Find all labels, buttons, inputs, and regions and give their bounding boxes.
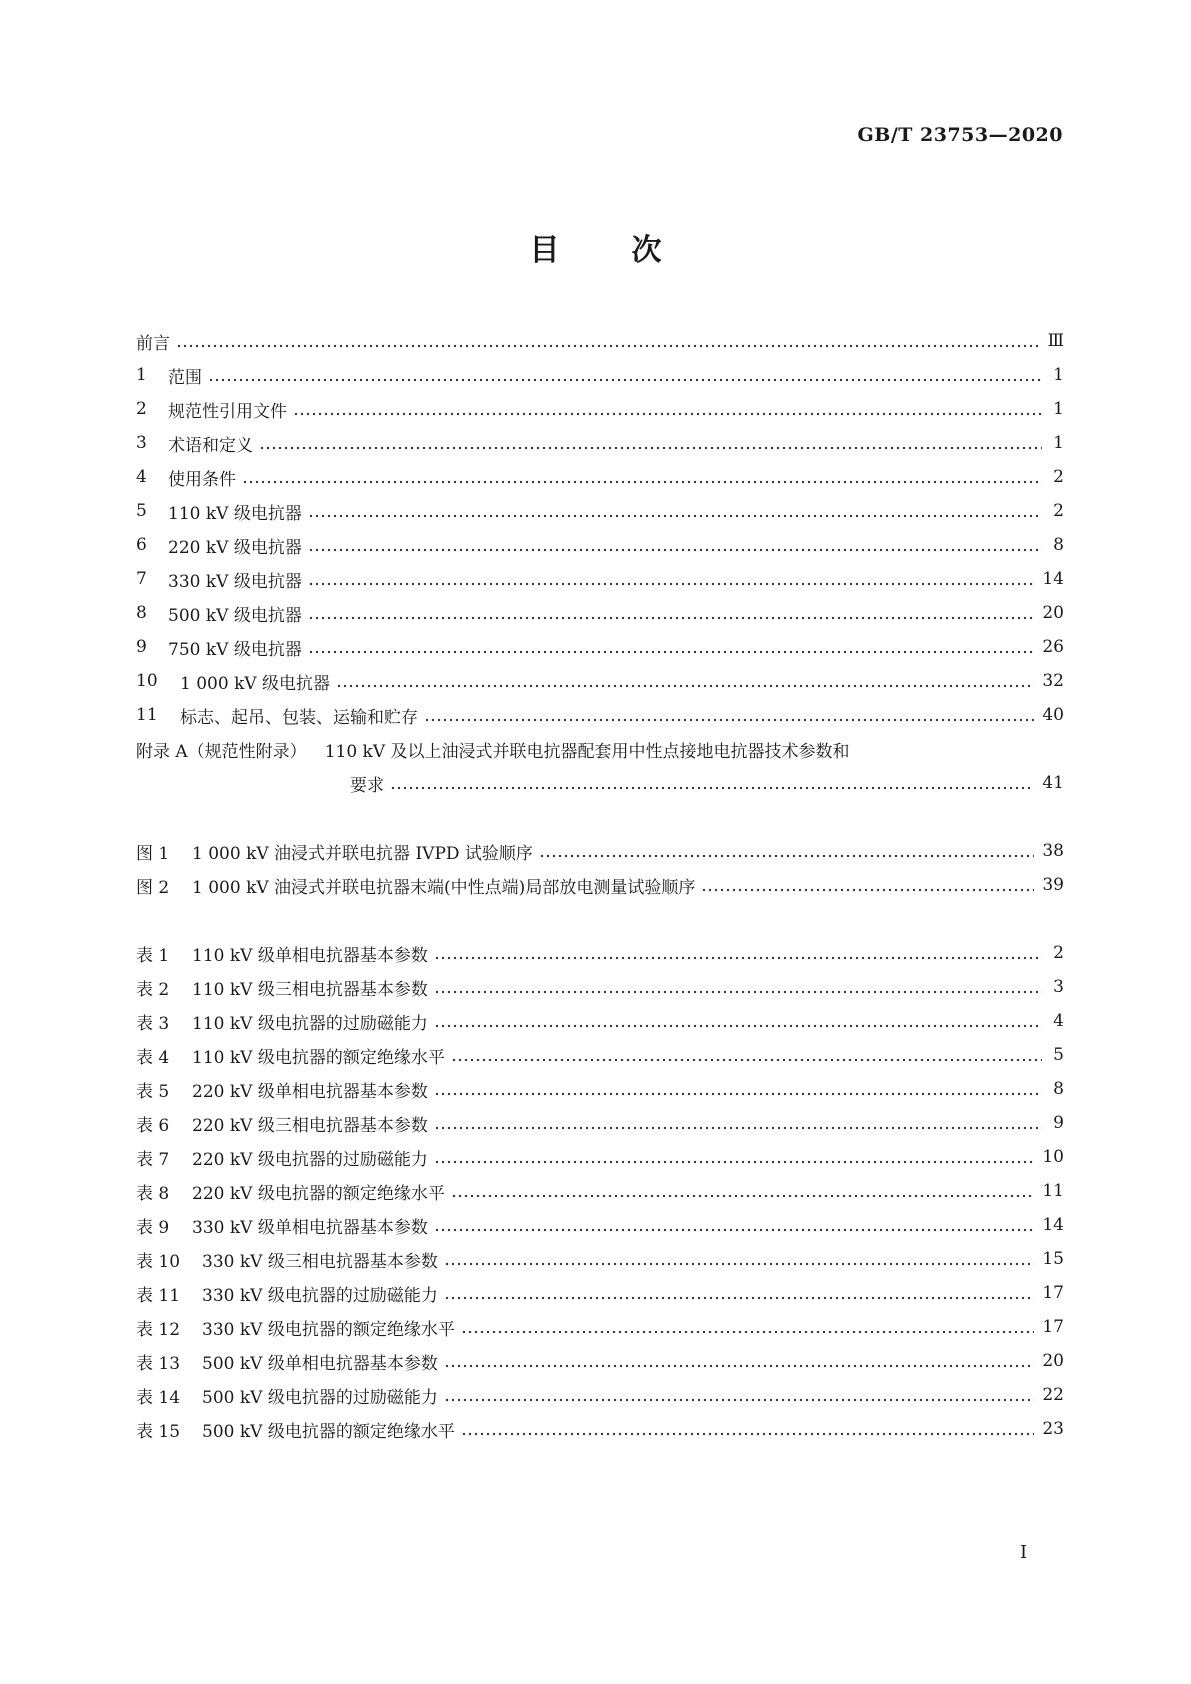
- page-number: I: [1020, 1542, 1028, 1563]
- dot-leader: [308, 535, 1042, 555]
- toc-item-label: 110 kV 级电抗器: [168, 503, 302, 524]
- toc-item-section-8[interactable]: [136, 598, 1064, 628]
- toc-item-page: 15: [1042, 1249, 1064, 1269]
- toc-item-page: 2: [1053, 501, 1064, 521]
- toc-item-number: 1: [136, 365, 147, 385]
- toc-item-table-6[interactable]: [136, 1108, 1064, 1138]
- toc-item-number: 图 2: [136, 877, 170, 898]
- toc-item-section-7[interactable]: [136, 564, 1064, 594]
- toc-item-table-14[interactable]: [136, 1380, 1064, 1410]
- toc-item-table-5[interactable]: [136, 1074, 1064, 1104]
- dot-leader: [444, 1283, 1035, 1303]
- toc-item-table-9[interactable]: [136, 1210, 1064, 1240]
- toc-item-table-3[interactable]: [136, 1006, 1064, 1036]
- toc-item-number: 表 10: [136, 1251, 181, 1272]
- toc-item-label: 220 kV 级单相电抗器基本参数: [192, 1081, 428, 1102]
- dot-leader: [434, 1215, 1035, 1235]
- toc-item-page: 20: [1042, 1351, 1064, 1371]
- toc-item-number: 表 5: [136, 1081, 170, 1102]
- toc-item-page: 1: [1053, 433, 1064, 453]
- dot-leader: [308, 501, 1042, 521]
- toc-item-page: 9: [1053, 1113, 1064, 1133]
- toc-item-label: 330 kV 级单相电抗器基本参数: [192, 1217, 428, 1238]
- toc-item-number: 5: [136, 501, 147, 521]
- dot-leader: [424, 705, 1034, 725]
- toc-item-table-15[interactable]: [136, 1414, 1064, 1444]
- toc-item-label: 术语和定义: [168, 435, 253, 456]
- toc-item-number: 2: [136, 399, 147, 419]
- toc-item-number: 表 6: [136, 1115, 170, 1136]
- toc-item-number: 8: [136, 603, 147, 623]
- toc-item-number: 表 2: [136, 979, 170, 1000]
- toc-item-table-8[interactable]: [136, 1176, 1064, 1206]
- dot-leader: [451, 1181, 1035, 1201]
- toc-item-page: 20: [1042, 603, 1064, 623]
- dot-leader: [451, 1045, 1042, 1065]
- dot-leader: [461, 1419, 1035, 1439]
- toc-item-table-1[interactable]: [136, 938, 1064, 968]
- appendix-title-line2: 要求: [350, 775, 384, 796]
- toc-item-table-12[interactable]: [136, 1312, 1064, 1342]
- toc-item-number: 4: [136, 467, 147, 487]
- dot-leader: [444, 1249, 1035, 1269]
- toc-item-appendix-a-cont[interactable]: [350, 768, 1064, 798]
- toc-item-page: 40: [1042, 705, 1064, 725]
- toc-item-page: 32: [1042, 671, 1064, 691]
- dot-leader: [208, 365, 1042, 385]
- toc-item-label: 110 kV 级三相电抗器基本参数: [192, 979, 428, 1000]
- dot-leader: [444, 1351, 1035, 1371]
- toc-item-label: 330 kV 级电抗器的额定绝缘水平: [202, 1319, 455, 1340]
- toc-item-label: 500 kV 级电抗器: [168, 605, 302, 626]
- dot-leader: [434, 943, 1042, 963]
- toc-item-table-4[interactable]: [136, 1040, 1064, 1070]
- appendix-prefix: 附录 A（规范性附录）: [136, 741, 307, 762]
- toc-item-label: 750 kV 级电抗器: [168, 639, 302, 660]
- toc-item-number: 表 15: [136, 1421, 181, 1442]
- toc-item-section-6[interactable]: [136, 530, 1064, 560]
- toc-item-number: 表 12: [136, 1319, 181, 1340]
- toc-item-number: 3: [136, 433, 147, 453]
- toc-item-figure-1[interactable]: [136, 836, 1064, 866]
- dot-leader: [176, 331, 1040, 351]
- dot-leader: [434, 1079, 1042, 1099]
- dot-leader: [434, 1011, 1042, 1031]
- toc-item-number: 表 13: [136, 1353, 181, 1374]
- toc-item-label: 220 kV 级电抗器的过励磁能力: [192, 1149, 428, 1170]
- toc-item-page: 23: [1042, 1419, 1064, 1439]
- toc-item-label: 330 kV 级电抗器的过励磁能力: [202, 1285, 438, 1306]
- dot-leader: [259, 433, 1042, 453]
- toc-item-number: 表 8: [136, 1183, 170, 1204]
- toc-item-page: 41: [1042, 773, 1064, 793]
- toc-item-label: 范围: [168, 367, 202, 388]
- toc-item-number: 9: [136, 637, 147, 657]
- toc-item-label: 规范性引用文件: [168, 401, 287, 422]
- toc-item-section-3[interactable]: [136, 428, 1064, 458]
- toc-item-label: 500 kV 级单相电抗器基本参数: [202, 1353, 438, 1374]
- toc-item-number: 表 3: [136, 1013, 170, 1034]
- appendix-title-line1: 110 kV 及以上油浸式并联电抗器配套用中性点接地电抗器技术参数和: [324, 741, 850, 762]
- dot-leader: [444, 1385, 1035, 1405]
- toc-item-figure-2[interactable]: [136, 870, 1064, 900]
- toc-item-page: 10: [1042, 1147, 1064, 1167]
- toc-item-page: 38: [1042, 841, 1064, 861]
- toc-item-number: 6: [136, 535, 147, 555]
- standard-number: GB/T 23753—2020: [857, 124, 1063, 146]
- toc-item-number: 图 1: [136, 843, 170, 864]
- dot-leader: [390, 773, 1034, 793]
- dot-leader: [434, 977, 1042, 997]
- toc-item-page: 14: [1042, 1215, 1064, 1235]
- toc-item-label: 110 kV 级单相电抗器基本参数: [192, 945, 428, 966]
- toc-item-section-2[interactable]: [136, 394, 1064, 424]
- dot-leader: [434, 1147, 1035, 1167]
- toc-item-label: 使用条件: [168, 469, 236, 490]
- toc-item-page: 26: [1042, 637, 1064, 657]
- toc-item-page: 8: [1053, 1079, 1064, 1099]
- toc-item-number: 10: [136, 671, 158, 691]
- toc-item-section-4[interactable]: [136, 462, 1064, 492]
- toc-item-page: 4: [1053, 1011, 1064, 1031]
- toc-item-label: 330 kV 级电抗器: [168, 571, 302, 592]
- toc-item-number: 表 7: [136, 1149, 170, 1170]
- toc-item-appendix-a[interactable]: [136, 734, 1064, 764]
- toc-item-page: 22: [1042, 1385, 1064, 1405]
- toc-item-page: 11: [1042, 1181, 1064, 1201]
- toc-item-label: 1 000 kV 油浸式并联电抗器 IVPD 试验顺序: [192, 843, 533, 864]
- toc-item-label: 110 kV 级电抗器的过励磁能力: [192, 1013, 428, 1034]
- toc-item-number: 表 9: [136, 1217, 170, 1238]
- toc-item-table-7[interactable]: [136, 1142, 1064, 1172]
- toc-item-number: 11: [136, 705, 158, 725]
- toc-item-number: 7: [136, 569, 147, 589]
- toc-item-label: 330 kV 级三相电抗器基本参数: [202, 1251, 438, 1272]
- toc-item-label: 220 kV 级电抗器: [168, 537, 302, 558]
- toc-item-page: 5: [1053, 1045, 1064, 1065]
- dot-leader: [308, 569, 1035, 589]
- toc-item-page: 17: [1042, 1283, 1064, 1303]
- toc-item-page: 14: [1042, 569, 1064, 589]
- toc-item-number: 表 4: [136, 1047, 170, 1068]
- toc-item-table-13[interactable]: [136, 1346, 1064, 1376]
- toc-item-section-11[interactable]: [136, 700, 1064, 730]
- dot-leader: [461, 1317, 1035, 1337]
- dot-leader: [293, 399, 1042, 419]
- toc-item-number: 表 1: [136, 945, 170, 966]
- dot-leader: [308, 603, 1035, 623]
- toc-item-page: 8: [1053, 535, 1064, 555]
- toc-item-table-10[interactable]: [136, 1244, 1064, 1274]
- toc-item-section-5[interactable]: [136, 496, 1064, 526]
- toc-item-number: 表 14: [136, 1387, 181, 1408]
- toc-item-label: 500 kV 级电抗器的过励磁能力: [202, 1387, 438, 1408]
- toc-item-foreword[interactable]: [136, 326, 1064, 356]
- toc-item-page: 39: [1042, 875, 1064, 895]
- toc-item-page: 1: [1053, 365, 1064, 385]
- toc-item-label: 500 kV 级电抗器的额定绝缘水平: [202, 1421, 455, 1442]
- toc-item-label: 110 kV 级电抗器的额定绝缘水平: [192, 1047, 445, 1068]
- toc-item-page: 1: [1053, 399, 1064, 419]
- toc-item-section-1[interactable]: [136, 360, 1064, 390]
- toc-item-page: 3: [1053, 977, 1064, 997]
- toc-item-table-11[interactable]: [136, 1278, 1064, 1308]
- dot-leader: [434, 1113, 1042, 1133]
- toc-item-label: 1 000 kV 级电抗器: [180, 673, 331, 694]
- toc-item-label: 220 kV 级三相电抗器基本参数: [192, 1115, 428, 1136]
- toc-item-page: Ⅲ: [1047, 331, 1064, 351]
- toc-item-label: 标志、起吊、包装、运输和贮存: [180, 707, 418, 728]
- toc-item-page: 2: [1053, 943, 1064, 963]
- dot-leader: [242, 467, 1042, 487]
- toc-item-label: 前言: [136, 333, 170, 354]
- toc-item-number: 表 11: [136, 1285, 181, 1306]
- page-title: 目次: [529, 233, 734, 268]
- dot-leader: [539, 841, 1034, 861]
- toc-item-page: 2: [1053, 467, 1064, 487]
- dot-leader: [336, 671, 1034, 691]
- toc-item-section-10[interactable]: [136, 666, 1064, 696]
- toc-item-label: 1 000 kV 油浸式并联电抗器末端(中性点端)局部放电测量试验顺序: [192, 877, 696, 898]
- toc-item-table-2[interactable]: [136, 972, 1064, 1002]
- dot-leader: [701, 875, 1034, 895]
- toc-item-section-9[interactable]: [136, 632, 1064, 662]
- toc-item-page: 17: [1042, 1317, 1064, 1337]
- toc-item-label: 220 kV 级电抗器的额定绝缘水平: [192, 1183, 445, 1204]
- dot-leader: [308, 637, 1035, 657]
